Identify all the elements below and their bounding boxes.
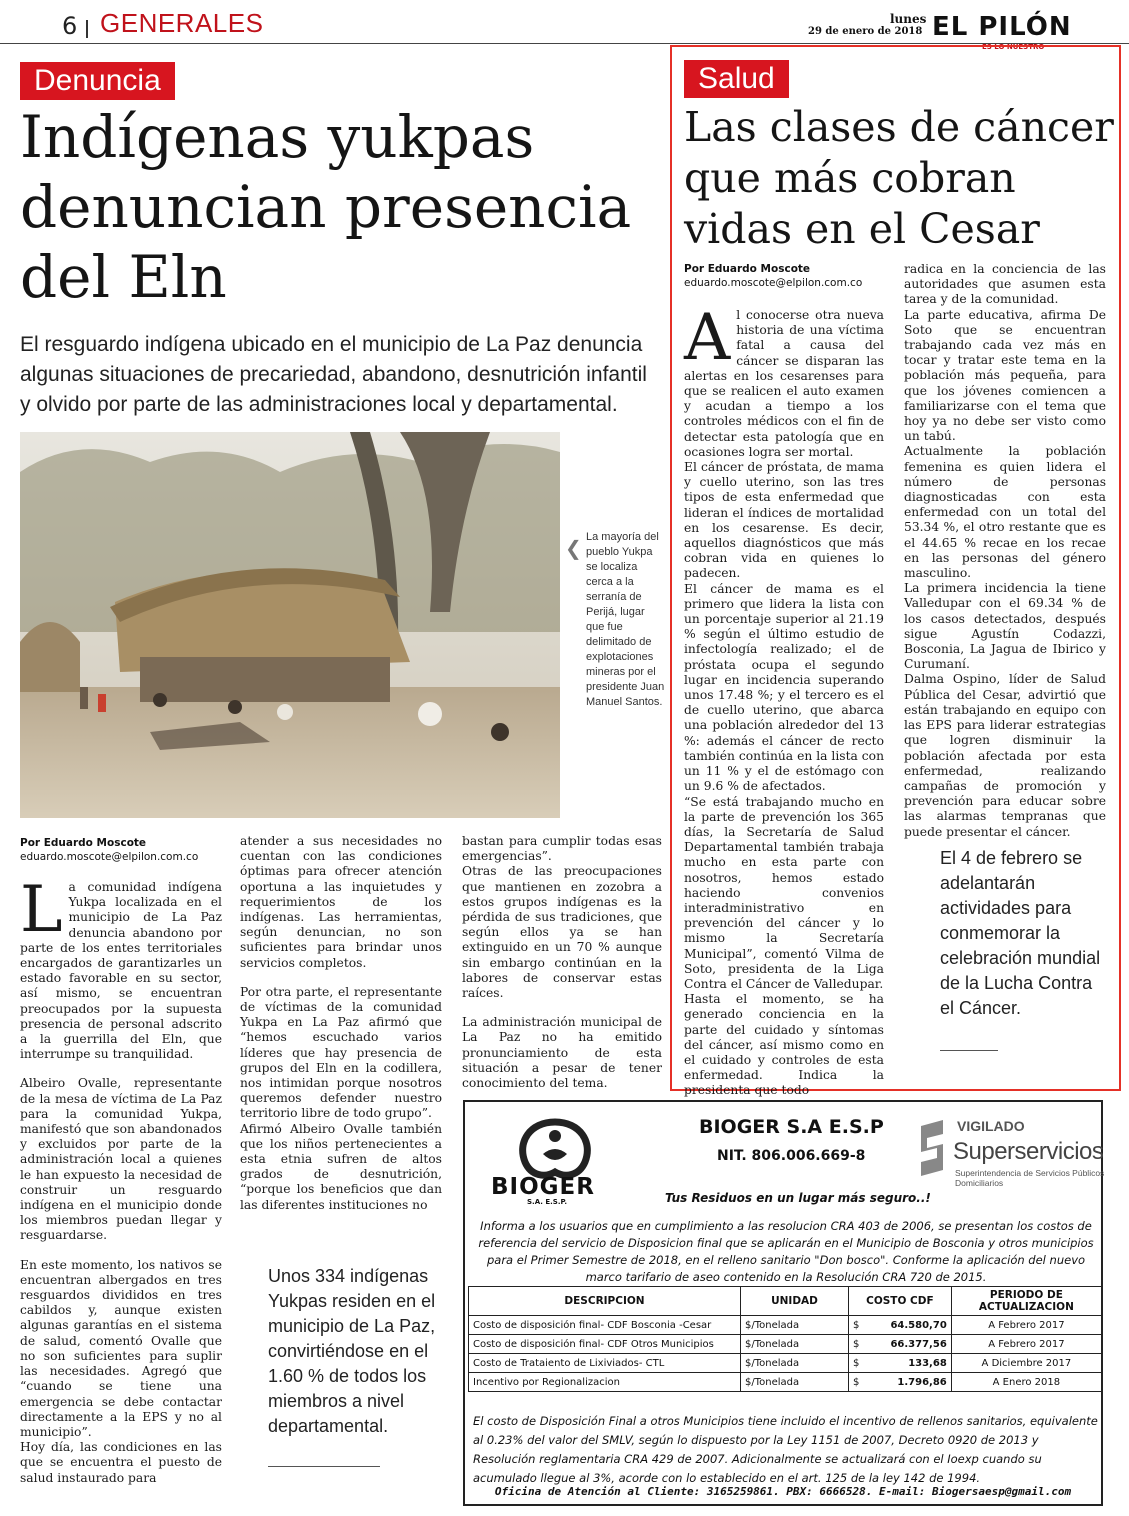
right-article-column-1	[684, 301, 884, 1099]
table-header-cell: UNIDAD	[741, 1287, 849, 1316]
paragraph: atender a sus necesidades no cuentan con las condiciones óptimas para ofrecer atención oportuna a las inquietudes y requerimientos de los indígenas. Las herramientas, según denuncian, no son suficientes para brindar unos servicios completos.	[240, 834, 442, 970]
table-cell: $	[849, 1354, 864, 1373]
table-cell: 133,68	[863, 1354, 951, 1373]
issue-date: 29 de enero de 2018	[808, 26, 923, 37]
pull-quote-underline	[268, 1466, 380, 1467]
newspaper-logo-tagline: ES LO NUESTRO	[982, 43, 1045, 51]
paragraph: La administración municipal de La Paz no ha emitido pronunciamiento de esta situación a pesar de tener conocimiento del tema.	[462, 1015, 662, 1091]
superservicios-description: Superintendencia de Servicios Públicos Domiciliarios	[955, 1168, 1105, 1188]
table-cell: $/Tonelada	[741, 1335, 849, 1354]
headline-right-line-2: que más cobran	[684, 154, 1016, 202]
bioger-advertisement	[463, 1100, 1103, 1506]
table-cell: 1.796,86	[863, 1373, 951, 1392]
caption-arrow-icon: ❮	[565, 536, 582, 560]
article-deck: El resguardo indígena ubicado en el municipio de La Paz denuncia algunas situaciones de precariedad, abandono, desnutrición infantil y olvido por parte de las administraciones local y departamental.	[20, 333, 647, 416]
table-cell: A Diciembre 2017	[951, 1354, 1101, 1373]
ad-nit: NIT. 806.006.669-8	[717, 1148, 866, 1164]
table-row	[469, 1316, 1102, 1335]
bioger-logo-sub: S.A. E.S.P.	[527, 1198, 567, 1206]
paragraph: En este momento, los nativos se encuentran albergados en tres resguardos divididos en tres cabildos y, aunque existen algunas garantías en el sistema de salud, comentó Ovalle que no son suficientes para suplir las necesidades. Agregó que “cuando se tiene una emergencia se debe contactar directamente a la EPS y no al municipio”.	[20, 1257, 222, 1439]
paragraph: radica en la conciencia de las autoridades que asumen esta tarea y de la comunidad.	[904, 262, 1106, 307]
paragraph: Albeiro Ovalle, representante de la mesa de víctima de La Paz para la comunidad Yukpa, manifestó que son abandonados y excluidos por parte de la administración local a quienes le han expuesto la necesidad de construir un resguardo indígena en el municipio donde los miembros puedan llegar y resguardarse.	[20, 1076, 222, 1243]
table-cell: $	[849, 1373, 864, 1392]
paragraph: Actualmente la población femenina es quien lidera el número de personas diagnosticadas con esta enfermedad con un total del 53.34 %, el otro restante que es el 44.65 % recae en los recae en las personas del género masculino.	[904, 444, 1106, 581]
right-article-column-2	[904, 262, 1106, 840]
author-email-right: eduardo.moscote@elpilon.com.co	[684, 277, 863, 289]
table-cell: Costo de disposición final- CDF Bosconia -Cesar	[469, 1316, 741, 1335]
ad-company-name: BIOGER S.A E.S.P	[699, 1116, 884, 1138]
section-name: GENERALES	[100, 8, 264, 38]
table-cell: $/Tonelada	[741, 1354, 849, 1373]
superservicios-logo-icon	[917, 1118, 947, 1188]
headline-right-line-1: Las clases de cáncer	[684, 103, 1114, 151]
table-cell: Costo de Trataiento de Lixiviados- CTL	[469, 1354, 741, 1373]
table-cell: Incentivo por Regionalizacion	[469, 1373, 741, 1392]
pull-quote-left: Unos 334 indígenas Yukpas residen en el municipio de La Paz, convirtiéndose en el 1.60 % de todos los miembros a nivel departamental.	[268, 1266, 436, 1436]
table-cell: $/Tonelada	[741, 1373, 849, 1392]
paragraph: Hoy día, las condiciones en las que se encuentra el puesto de salud instaurado para	[20, 1440, 222, 1485]
paragraph: l conocerse otra nueva historia de una víctima fatal a causa del cáncer se disparan las alertas en los cesarenses para que se realicen el auto examen y acudan a tiempo a los controles médicos con el fin de detectar esta patología que en ocasiones logra ser mortal.	[684, 308, 884, 459]
table-cell: Costo de disposición final- CDF Otros Municipios	[469, 1335, 741, 1354]
page-number-divider	[86, 20, 88, 38]
village-photo-image	[20, 432, 560, 818]
byline-right: Por Eduardo Moscote	[684, 263, 811, 275]
bioger-logo-word: BIOGER	[491, 1174, 595, 1200]
paragraph: Afirmó Albeiro Ovalle también que los niños pertenecientes a esta etnia sufren de altos grados de desnutrición, “porque los beneficios que dan las diferentes instituciones no	[240, 1121, 442, 1212]
table-header-row	[469, 1287, 1102, 1316]
table-header-cell: COSTO CDF	[849, 1287, 952, 1316]
newspaper-logo: EL PILÓN	[932, 12, 1072, 42]
paragraph: Hasta el momento, se ha generado conciencia en la parte del cuidado y síntomas del cáncer, así mismo como en el cuidado y controles de esta enfermedad. Indica la presidenta que todo	[684, 992, 884, 1098]
byline-left: Por Eduardo Moscote	[20, 837, 147, 849]
paragraph: bastan para cumplir todas esas emergencias”.	[462, 834, 662, 864]
kicker-denuncia: Denuncia	[20, 62, 175, 100]
tariff-table	[468, 1286, 1102, 1392]
ad-contact-line: Oficina de Atención al Cliente: 3165259861. PBX: 6666528. E-mail: Biogersaesp@gmail.com	[494, 1485, 1072, 1498]
headline-left-line-1: Indígenas yukpas	[20, 103, 535, 171]
paragraph: Dalma Ospino, líder de Salud Pública del Cesar, advirtió que están trabajando en equipo con las EPS para liderar estrategias que logren disminuir la población afectada por esta enfermedad, realizando campañas de promoción y prevención para educar sobre las alarmas tempranas que puede presentar el cáncer.	[904, 672, 1106, 839]
paragraph: El cáncer de próstata, de mama y cuello uterino, son las tres tipos de esta enfermedad que lideran el índices de mortalidad en los cesarense. Es decir, aquellos diagnósticos que más cobran vida en quienes lo padecen.	[684, 460, 884, 581]
paragraph: La parte educativa, afirma De Soto que se encuentran trabajando cada vez más en tocar y tratar este tema en la población más pequeña, para que los jóvenes comiencen a familiarizarse con el tema que hoy ya no debe ser visto como un tabú.	[904, 307, 1106, 444]
headline-left	[20, 102, 680, 312]
table-cell: 64.580,70	[863, 1316, 951, 1335]
kicker-salud: Salud	[684, 60, 789, 98]
ad-intro-text: Informa a los usuarios que en cumplimiento a las resolucion CRA 403 de 2006, se presentan los costos de referencia del servicio de Disposicion final que se aplicarán en el Municipio de Bosconia y otros municipios para el Primer Semestre de 2018, en el relleno sanitario "Don bosco". Conforme la aplicación del nuevo marco tarifario de aseo contenido en la Resolución CRA 720 de 2015.	[478, 1219, 1094, 1284]
headline-right-line-3: vidas en el Cesar	[684, 205, 1040, 253]
pull-quote-underline	[940, 1050, 998, 1051]
author-email-left: eduardo.moscote@elpilon.com.co	[20, 851, 199, 863]
left-article-column-2	[240, 834, 442, 1213]
village-photo	[20, 432, 560, 818]
headline-right	[684, 102, 1116, 255]
pull-quote-right: El 4 de febrero se adelantarán actividades para conmemorar la celebración mundial de la Lucha Contra el Cáncer.	[940, 848, 1101, 1018]
table-cell: A Febrero 2017	[951, 1335, 1101, 1354]
table-cell: A Febrero 2017	[951, 1316, 1101, 1335]
dropcap-left: L	[20, 873, 63, 947]
dropcap-right: A	[684, 301, 731, 375]
table-header-cell: PERIODO DE ACTUALIZACION	[951, 1287, 1101, 1316]
vigilado-label: VIGILADO	[957, 1118, 1025, 1134]
paragraph: Otras de las preocupaciones que mantienen en zozobra a estos grupos indígenas es la pérdida de sus tradiciones, que según ellos ya se han extinguido en un 70 % aunque sin embargo continúan en la labores de conservar estas raíces.	[462, 864, 662, 1001]
table-header-cell: DESCRIPCION	[469, 1287, 741, 1316]
ad-note-text: El costo de Disposición Final a otros Municipios tiene incluido el incentivo de rellenos sanitarios, equivalente al 0.23% del valor del SMLV, según lo dispuesto por la Ley 1151 de 2007, Decreto 0920 de 2013 y Resolución reglamentaria CRA 429 de 2007. Adicionalmente se actualizará con el Ioexp cuando su acumulado llegue al 3%, acorde con lo establecido en el art. 125 de la ley 142 de 1994.	[473, 1414, 1098, 1485]
paragraph: “Se está trabajando mucho en la parte de prevención los 365 días, la Secretaría de Salud Departamental también trabaja mucho en esta parte con nosotros, hemos estado haciendo convenios interadministrativo en prevención del cáncer y lo mismo la Secretaría Municipal”, comentó Vilma de Soto, presidenta de la Liga Contra el Cáncer de Valledupar.	[684, 794, 884, 991]
table-cell: $	[849, 1316, 864, 1335]
headline-left-line-2: denuncian presencia	[20, 173, 632, 241]
table-cell: $	[849, 1335, 864, 1354]
headline-left-line-3: del Eln	[20, 243, 227, 311]
table-cell: 66.377,56	[863, 1335, 951, 1354]
table-row	[469, 1354, 1102, 1373]
issue-day: lunes	[890, 12, 927, 26]
left-article-column-1	[20, 873, 222, 1486]
paragraph: El cáncer de mama es el primero que lidera la lista con un porcentaje superior al 21.19 % según el último estudio de infectología realizado; el de próstata ocupa el segundo lugar en incidencia superando unos 17.48 %; y el tercero es el de cuello uterino, que abarca una población alrededor del 13 %: además el cáncer de recto también continúa en la lista con un 11 % y el de estómago con un 9.6 % de afectados.	[684, 581, 884, 794]
table-cell: A Enero 2018	[951, 1373, 1101, 1392]
paragraph: La primera incidencia la tiene Valledupar con el 69.34 % de los casos detectados, después sigue Agustín Codazzi, Bosconia, La Jagua de Ibirico y Curumaní.	[904, 581, 1106, 672]
photo-caption: La mayoría del pueblo Yukpa se localiza cerca a la serranía de Perijá, lugar que fue delimitado de explotaciones mineras por el presidente Juan Manuel Santos.	[586, 531, 665, 708]
table-row	[469, 1335, 1102, 1354]
table-row	[469, 1373, 1102, 1392]
paragraph: Por otra parte, el representante de víctimas de la comunidad Yukpa en La Paz afirmó que “hemos escuchado varios líderes que hay presencia de grupos del Eln en la codillera, nos intimidan porque nosotros queremos defender nuestro territorio libre de todo grupo”.	[240, 984, 442, 1121]
table-cell: $/Tonelada	[741, 1316, 849, 1335]
ad-slogan: Tus Residuos en un lugar más seguro..!	[665, 1191, 931, 1205]
page-number: 6	[62, 12, 78, 40]
superservicios-name: Superservicios	[953, 1138, 1104, 1165]
left-article-column-3	[462, 834, 662, 1091]
paragraph: a comunidad indígena Yukpa localizada en el municipio de La Paz denuncia abandono por parte de los entes territoriales encargados de garantizarles un estado favorable en su sector, así mismo, se encuentran preocupados por la supuesta presencia de personal adscrito a la guerrilla del Eln, que interrumpe su tranquilidad.	[20, 880, 222, 1062]
page-header	[0, 0, 1129, 51]
